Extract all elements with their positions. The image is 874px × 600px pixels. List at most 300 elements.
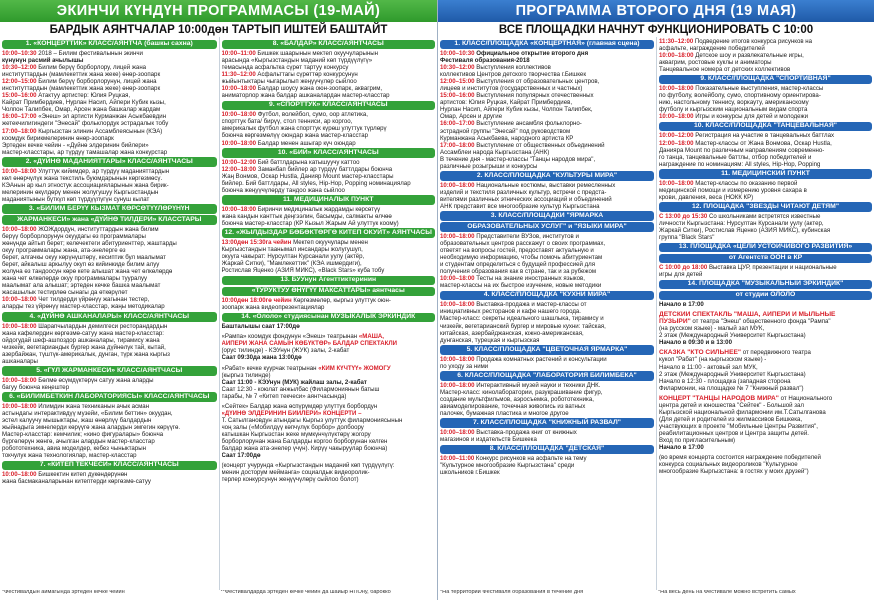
line-text: Вход по пригласительным)	[659, 436, 736, 444]
schedule-line	[440, 436, 654, 443]
line-text: Данияра Mount по различным направлениям современно-	[659, 146, 825, 154]
schedule-line	[659, 423, 872, 430]
line-text: Жаркай Ситки), "Мамлекеттик" (КЭА ишмердиги),	[221, 260, 362, 268]
kyrgyz-column-2	[219, 37, 438, 590]
line-text: Жаркай Ситки), Ростислав Яценко (АЗИЯ МИКС), кубинская	[659, 226, 831, 234]
schedule-line	[2, 410, 217, 417]
schedule-line	[440, 337, 654, 344]
schedule-line	[659, 161, 872, 168]
schedule-line	[2, 351, 217, 358]
line-text: Мастер-класс: кинолаборатории, разукрашивание фигур,	[440, 388, 603, 396]
line-text: Продажа комнатных растений и консультации	[476, 355, 607, 363]
schedule-line	[222, 365, 436, 372]
line-text: (орус тилинде) - КЭУнун (ЖУК) залы, 2-кабат	[221, 347, 350, 355]
schedule-line	[440, 113, 654, 120]
line-text: инициативных ресторанов и кафе нашего города.	[440, 308, 581, 316]
russian-footnote-a: *На территории Фестиваля образования в течение дня	[440, 590, 584, 595]
schedule-line	[222, 125, 436, 132]
line-text: Детское шоу и развлекательные игры,	[695, 52, 804, 60]
line-text: боюнча көргөзмөлүү оюндар жана мастер-класстар	[221, 132, 369, 140]
schedule-line	[222, 417, 436, 424]
line-text: В течение дня - мастер-классы "Танцы народов мира",	[440, 155, 596, 163]
schedule-line	[2, 337, 217, 344]
schedule-line	[659, 468, 872, 475]
schedule-line	[222, 159, 436, 166]
line-text: чоң залы («Мобилдүү көпчүлүк борбор» долбоору	[221, 423, 364, 431]
line-text: Атактуу артистер: Юлия Руцкая,	[38, 92, 131, 100]
time-label: 10:00–12:00	[221, 158, 258, 166]
line-text: медицинской помощи и измерению уровня сахара в	[659, 186, 807, 194]
line-text: Балдар шоусу жана оюн-зоопарк, аквагрим,	[257, 85, 383, 93]
schedule-line	[659, 454, 872, 461]
line-text: вителями различных этнических ассоциаций и объединений	[440, 195, 612, 203]
section-header: 3. «БИЛИМ БЕРҮҮ КЫЗМАТ КӨРСӨТҮҮЛӨРҮНҮН	[2, 204, 217, 214]
schedule-line	[440, 196, 654, 203]
time-label: 10:00–18:00	[440, 301, 477, 309]
schedule-line	[2, 113, 217, 120]
schedule-line	[659, 430, 872, 437]
section-header: 9. «СПОРТТУК» КЛАСС/АЯНТЧАСЫ	[222, 101, 436, 111]
line-text: боюнча мастер-класстар (КР Кызыл Жарым Ай улуттук коому)	[221, 219, 399, 227]
line-text: ойдогудай шеф-ашпоздор ашканалары, тирамису жана	[2, 336, 160, 344]
schedule-line	[659, 52, 872, 59]
schedule-line	[2, 233, 217, 240]
russian-program-panel	[437, 0, 874, 600]
schedule-line	[659, 85, 872, 92]
schedule-line	[440, 403, 654, 410]
schedule-line	[659, 154, 872, 161]
time-label: 10:00–18:00	[440, 355, 477, 363]
schedule-line	[2, 240, 217, 247]
line-text: Мастер-класстар: кемчилик; «кино фигуралары» боюнча	[2, 431, 164, 439]
section-header: 2. «ДҮЙНӨ МАДАНИЯТТАРЫ» КЛАСС/АЯНТЧАСЫ	[2, 157, 217, 167]
line-text: Выступления коллективов	[476, 64, 551, 72]
schedule-line	[2, 175, 217, 182]
time-label: 11:30–12:00	[659, 38, 695, 45]
line-text: Мастер-классы от Жана Вонмова, Оскар Hustla,	[695, 139, 832, 147]
line-text: по футболу, волейболу, сумо, спортивному ориентирова-	[659, 92, 821, 100]
time-label: 15:00–16:00	[2, 92, 39, 100]
schedule-line	[440, 85, 654, 92]
schedule-line	[659, 301, 872, 308]
line-text: по уходу за ними	[440, 362, 489, 370]
schedule-line	[2, 168, 217, 175]
line-text: кукол "Рабат" (на кыргызском языке) -	[659, 356, 767, 364]
schedule-line	[440, 462, 654, 469]
schedule-line	[222, 173, 436, 180]
schedule-line	[659, 378, 872, 385]
line-text: берет, алгачкы окуу көрүнүштөрү, кесиптик бул маалымат	[2, 254, 166, 262]
line-text: бийлер. Бий баттлдары, All styles, Hip-Hop, Popping номинациялар	[221, 179, 411, 187]
time-label: 10:30–12:00	[440, 64, 477, 72]
schedule-line	[440, 389, 654, 396]
line-text: магазинов и издательств Бишкека	[440, 436, 537, 444]
section-header: 10. КЛАСС/ПЛОЩАДКА "ТАНЦЕВАЛЬНАЯ"	[659, 122, 872, 132]
russian-column-1	[438, 37, 656, 590]
kyrgyz-footnotes	[0, 590, 437, 600]
line-text: темасында асфальтка сүрөт тартуу конкурсу	[221, 64, 349, 72]
kyrgyz-column-1	[0, 37, 219, 590]
line-text: ЖОЖдордун, институттардын жана билим	[38, 225, 159, 233]
schedule-line	[222, 462, 436, 469]
schedule-line	[222, 438, 436, 445]
time-label: С 13:00 до 15:30	[659, 212, 709, 220]
line-text: крови, давления, веса (НОКК КР)	[659, 193, 754, 201]
schedule-line	[2, 85, 217, 92]
line-text: «Рампа» коомдук фондунун «Энеш» театрынан	[221, 333, 358, 341]
schedule-line	[222, 424, 436, 431]
time-label: 10:00–18:00	[221, 139, 258, 147]
schedule-line	[2, 403, 217, 410]
line-text: «Энеш» эл артисти Курманжан Асыкбаевдин	[38, 113, 167, 121]
schedule-line	[659, 325, 872, 332]
schedule-line	[659, 234, 872, 241]
schedule-line	[440, 71, 654, 78]
line-text: маалымат ала алышат; эртеден кечке башка маалымат	[2, 282, 161, 290]
schedule-line	[2, 99, 217, 106]
line-text: боюнча жеңүүчүлөрдү тандоо жана сыйлоо	[221, 186, 345, 194]
line-text: зоопарк жана видеопрезентациялар	[221, 304, 325, 312]
line-text: жетекчилигиндеги "Энесай" фольклордук эстрадалык тобу	[2, 120, 169, 128]
line-text: жыйынтыктары чыгарылып жеңүүчүлөр сыйлоо	[221, 78, 357, 86]
line-text: Курманжана Асыкбаева, народного артиста КР	[440, 134, 574, 142]
time-label: 10:00–18:00	[221, 85, 258, 93]
line-text: Биринчи медициналык жардамды көрсөтүү	[257, 205, 381, 213]
section-header: 11. МЕДИЦИНСКИЙ ПУНКТ	[659, 169, 872, 179]
line-text: Заманбап бийлер ар түрдүү баттлдары боюнча	[257, 165, 393, 173]
time-label: 10:00–18:00	[221, 111, 258, 119]
russian-footnotes	[438, 590, 874, 600]
section-header: ЖАРМАНКЕСИ» жана «ДҮЙНӨ ТИЛДЕРИ» КЛАССТАРЫ	[2, 215, 217, 225]
schedule-line	[659, 356, 872, 363]
schedule-line	[659, 385, 872, 392]
line-text: (на русском языке) - малый зал МУК,	[659, 325, 765, 333]
time-label: 10:00–18:00	[659, 179, 696, 187]
schedule-line	[222, 71, 436, 78]
schedule-line	[440, 282, 654, 289]
schedule-line	[2, 358, 217, 365]
schedule-line	[440, 142, 654, 149]
line-text: школьников г.Бишкек	[440, 469, 500, 477]
schedule-line	[440, 261, 654, 268]
line-text: Тесты на знание иностранных языков,	[476, 275, 585, 283]
time-label: 15:00–16:00	[440, 92, 477, 100]
line-text: арасында «Кыргызстандын маданий көп түрдүүлүгү»	[221, 57, 373, 65]
time-label: 10:00–10:30	[2, 50, 39, 57]
line-text: Саат 11:00 - КЭУнун (МУК) жайлаш залы, 2-кабат	[221, 378, 367, 386]
section-header: 12. «ЖЫЛДЫЗДАР БӨБӨКТӨРГӨ КИТЕП ОКУЙТ» АЯНТЧАСЫ	[222, 228, 436, 238]
line-text: Подведение итогов конкурса рисунков на	[694, 38, 813, 45]
time-label: 10:00–18:00	[2, 296, 39, 304]
section-header: 10. «БИЙ» КЛАСС/АЯНТЧАСЫ	[222, 148, 436, 158]
schedule-line	[440, 64, 654, 71]
time-label: 10:00–11:00	[440, 455, 476, 463]
section-header: 6. КЛАСС/ПЛОЩАДКА "ЛАБОРАТОРИЯ БИЛИМБЕКА"	[440, 371, 654, 381]
schedule-line	[222, 452, 436, 459]
line-text: маданиятынын бүткүл көп түрдүүлүгүн сунуш кылат	[2, 195, 150, 203]
time-label: 11:30–12:00	[221, 71, 258, 79]
line-text: менин досторум мейманга» социалдык видеоролик-	[221, 469, 370, 477]
line-text: игры для детей	[659, 271, 703, 279]
schedule-line	[2, 78, 217, 85]
line-text: Ростислав Яценко (АЗИЯ МИКС), «Black Stars» куба тобу	[221, 267, 385, 275]
line-text: Илимдин жана техниканын ачык асман	[38, 402, 150, 410]
schedule-line	[659, 395, 872, 402]
kyrgyz-footnote-a: *Фестивалдын аймагында эртеден кечке чейин	[2, 590, 125, 595]
schedule-line	[222, 297, 436, 304]
line-text: СКАЗКА "КТО СИЛЬНЕЕ"	[659, 349, 741, 357]
line-text: конкурса социальных видеороликов "Культурное	[659, 461, 798, 469]
schedule-line	[222, 220, 436, 227]
time-label: 16:00–17:00	[440, 120, 477, 128]
time-label: 17:00–18:00	[2, 127, 39, 135]
line-text: «Сейтек» Балдар жана өспүрүмдөр улуттук борбордун	[221, 402, 378, 410]
schedule-line	[2, 106, 217, 113]
line-text: окуу программалары жана, ата-энелерге өз	[2, 247, 126, 255]
line-text: жасашылык тестирлөө сынагы да өткөрүлөт	[2, 289, 128, 297]
schedule-line	[2, 424, 217, 431]
schedule-line	[659, 213, 872, 220]
line-text: Начало в 17:00	[659, 444, 704, 452]
line-text: Т. Сатылгановдун атындагы Кыргыз улуттук филармониясынын	[221, 416, 403, 424]
schedule-line	[440, 330, 654, 337]
time-label: 10:00–12:00	[659, 132, 696, 140]
schedule-line	[2, 247, 217, 254]
schedule-line	[659, 147, 872, 154]
section-header: 2. КЛАСС/ПЛОЩАДКА "КУЛЬТУРЫ МИРА"	[440, 171, 654, 181]
schedule-line	[659, 444, 872, 451]
section-header: 13. ПЛОЩАДКА «ЦЕЛИ УСТОЙЧИВОГО РАЗВИТИЯ»	[659, 243, 872, 253]
line-text: Выступление ансамбля фольклорно-	[476, 120, 582, 128]
line-text: АЙПЕРИ ЖАНА САМЫН КӨБҮКТӨР» БАЛДАР СПЕКТАКЛИ	[221, 340, 397, 348]
line-text: эстел калуучу мышыктары, жаш өнөрлүү балдардын	[2, 416, 152, 424]
line-text: «ДҮЙНӨ ЭЛДЕРИНИН БИЙЛЕРИ» КОНЦЕРТИ –	[221, 409, 362, 417]
schedule-line	[440, 92, 654, 99]
line-text: футболу и кыргызским национальным видам спорта	[659, 106, 808, 114]
schedule-line	[222, 253, 436, 260]
schedule-line	[2, 471, 217, 478]
line-text: Жаң Вонмов, Оскар Hustla, Данияр Mount мастер-класстары	[221, 172, 394, 180]
time-label: 10:00–18:00	[659, 113, 696, 121]
russian-column-2	[656, 37, 874, 590]
line-text: коомдук бирикмелеринин өнөр-зоопарк	[2, 134, 114, 142]
schedule-line	[222, 431, 436, 438]
schedule-line	[2, 189, 217, 196]
schedule-line	[440, 135, 654, 142]
time-label: 12:00–18:00	[659, 139, 696, 147]
schedule-line	[440, 429, 654, 436]
schedule-line	[222, 476, 436, 483]
line-text: палочек, бумажная пластика и многое другое	[440, 409, 569, 417]
line-text: многообразие Кыргызстана: в гостях у моих друзей")	[659, 468, 809, 476]
schedule-line	[2, 128, 217, 135]
schedule-line	[440, 128, 654, 135]
schedule-line	[440, 57, 654, 64]
kyrgyz-subtitle: БАРДЫК АЯНТЧАЛАР 10:00дөн ТАРТЫП ИШТЕЙ БАШТАЙТ	[49, 23, 388, 36]
russian-footnote-b: *На весь день на Фестивале можно встретить самых	[658, 590, 796, 595]
line-text: Билим берүү борборлору, лицей жана	[38, 64, 147, 72]
section-header: 9. КЛАСС/ПЛОЩАДКА "СПОРТИВНАЯ"	[659, 75, 872, 85]
line-text: ПУЗЫРИ"	[659, 318, 691, 326]
time-label: 12:00–15:00	[2, 78, 39, 86]
schedule-line	[2, 323, 217, 330]
line-text: Филармонии, на площадке № 7 "Книжный развал")	[659, 384, 804, 392]
line-text: америкалык футбол жана спорттук күрөш улуттук түрлөрү	[221, 125, 387, 133]
line-text: чизкейк, вегетарианский бургер и мировые кухни: тайская,	[440, 322, 606, 330]
schedule-line	[659, 364, 872, 371]
line-text: жана чет өлкөлөрдө окуу программалары тууралуу	[2, 275, 148, 283]
time-label: 10:00–18:00	[2, 402, 39, 410]
line-text: Выступление от общественных объединений	[476, 141, 605, 149]
time-label: 10:00–18:00	[2, 471, 39, 479]
line-text: 2018 – Билим фестивалынын экинчи	[38, 50, 143, 57]
time-label: 10:00–18:00	[659, 85, 696, 93]
section-header: 4. «ДҮЙНӨ АШКАНАЛАРЫ» КЛАСС/АЯНТЧАСЫ	[2, 312, 217, 322]
schedule-line	[2, 445, 217, 452]
line-text: получения образования как в стране, так и за рубежом	[440, 268, 597, 276]
line-text: асфальте, награждение победителей	[659, 45, 765, 53]
section-header: 3. КЛАСС/ПЛОЩАДКИ "ЯРМАРКА	[440, 211, 654, 221]
line-text: Выставка-продажа книг от книжных	[476, 428, 577, 436]
schedule-line	[2, 289, 217, 296]
section-header: 5. «ГҮЛ ЖАРМАНКЕСИ» КЛАСС/АЯНТЧАСЫ	[2, 366, 217, 376]
section-header: 8. КЛАСС/ПЛОЩАДКА "ДЕТСКАЯ"	[440, 445, 654, 455]
schedule-line	[222, 445, 436, 452]
line-text: Асфальттагы сүрөттөр конкурсунун	[257, 71, 358, 79]
line-text: Билим берүү борборлорунун, лицей жана	[38, 78, 157, 86]
line-tail: «КИМ КҮЧТҮҮ» ЖОМОГУ	[316, 364, 391, 372]
schedule-line	[222, 333, 436, 340]
schedule-line	[2, 330, 217, 337]
schedule-line	[2, 282, 217, 289]
line-text: Выставка ЦУР, презентации и национальные	[708, 264, 837, 272]
schedule-line	[222, 347, 436, 354]
schedule-line	[222, 206, 436, 213]
schedule-line	[222, 260, 436, 267]
schedule-line	[659, 271, 872, 278]
schedule-line	[659, 264, 872, 271]
line-text: 2 этаж (Международный Университет Кыргызстана)	[659, 370, 806, 378]
line-text: азербайжан, түштүк-америкалык, дунган, түрк жана кыргыз	[2, 350, 170, 358]
line-text: авиамоделирование, точечная живопись из ватных	[440, 402, 586, 410]
schedule-line	[2, 71, 217, 78]
schedule-line	[440, 163, 654, 170]
schedule-line	[659, 194, 872, 201]
schedule-line	[222, 180, 436, 187]
line-text: багуу боюнча кеңештер	[2, 383, 70, 391]
line-text: Игры и конкурсы для детей и молодежи	[695, 113, 808, 121]
schedule-line	[2, 275, 217, 282]
schedule-line	[222, 57, 436, 64]
line-text: (во время концерта состоится награждение победителей	[659, 454, 821, 462]
schedule-line	[222, 340, 436, 347]
schedule-line	[222, 246, 436, 253]
line-text: и студентам определиться с будущей профессией для	[440, 261, 596, 269]
line-text: реабилитационных центров и Центра защиты детей.	[659, 429, 809, 437]
schedule-line	[659, 38, 872, 45]
line-text: жана кандын канттык деңгээлин, басымды, салмакты өлчөө	[221, 212, 392, 220]
line-text: катышкан Кыргызстан жеке мүмкүнчүлүктөрү жогору	[221, 430, 371, 438]
line-text: ответят на вопросы гостей, предоставят актуальную и	[440, 247, 594, 255]
line-text: Саат 09:30да жана 13:00дө	[221, 354, 302, 362]
schedule-line	[2, 431, 217, 438]
schedule-line	[2, 452, 217, 459]
line-text: изделий и текстиля различных культур, встречи с предста-	[440, 188, 607, 196]
line-text: КЭАнын ар кыл этностук ассоциацияларынын жана бирик-	[2, 181, 169, 189]
section-header: 13. БУУнун Агенттиктеринин	[222, 276, 436, 286]
schedule-line	[2, 261, 217, 268]
schedule-line	[440, 455, 654, 462]
line-text: чизкейк, вегетариандык бургер жана дүйнөлүк тай, кытай,	[2, 343, 166, 351]
schedule-line	[440, 99, 654, 106]
schedule-line	[222, 393, 436, 400]
schedule-line	[659, 402, 872, 409]
line-text: күнүнүн расмий ачылышы	[2, 57, 84, 65]
schedule-line	[659, 416, 872, 423]
line-text: Көргөзмөлөр, кыргыз улуттук оюн-	[293, 297, 391, 305]
line-text: Улуттук кийимдер, ар түрдүү маданияттардын	[38, 167, 170, 175]
line-text: Ассамблеи народа Кыргызстана (АНК)	[440, 148, 550, 156]
line-text: токчулук жана технологиялар, мастер-класстар	[2, 452, 137, 460]
line-text: борборлорунан жана Балдарды коргоо борборунан келген	[221, 437, 388, 445]
schedule-line	[2, 254, 217, 261]
section-header: 6. «БИЛИМБЕТКИН ЛАБОРАТОРИЯСЫ» КЛАСС/АЯНТЧАСЫ	[2, 392, 217, 402]
line-text: Конкурс рисунков на асфальте на тему	[475, 455, 587, 463]
schedule-line	[2, 196, 217, 203]
line-text: Регистрация на участие в танцевальных баттлах	[695, 132, 834, 140]
line-text: награждение по номинациям: All styles, Hip-Hop, Popping	[659, 160, 821, 168]
line-tail: от Национального	[778, 394, 833, 402]
schedule-line	[2, 149, 217, 156]
schedule-line	[440, 78, 654, 85]
schedule-line	[222, 50, 436, 57]
schedule-line	[440, 268, 654, 275]
line-text: жана кафелердин көргөзмө-сатуу жана мастер-класстар:	[2, 329, 164, 337]
schedule-line	[440, 469, 654, 476]
line-tail: от передвижного театра	[741, 349, 811, 357]
schedule-line	[222, 410, 436, 417]
schedule-line	[2, 344, 217, 351]
schedule-line	[440, 396, 654, 403]
schedule-line	[222, 239, 436, 246]
schedule-line	[222, 304, 436, 311]
schedule-line	[440, 382, 654, 389]
time-label: 10:00–11:00	[221, 50, 258, 57]
line-text: Футбол, волейбол, сумо, оор атлетика,	[257, 111, 368, 119]
kyrgyz-day-title: ЭКИНЧИ КҮНДҮН ПРОГРАММАСЫ (19-МАЙ)	[0, 0, 437, 22]
schedule-line	[222, 140, 436, 147]
line-text: Омар, Арсен и другие	[440, 113, 503, 121]
schedule-line	[222, 372, 436, 379]
line-text: КОНЦЕРТ "ТАНЦЫ НАРОДОВ МИРА"	[659, 394, 779, 402]
time-label: 10:00–10:30	[440, 50, 477, 57]
time-label: 10:00–18:00	[659, 52, 696, 60]
section-header: 1. «КОНЦЕРТТИК» КЛАСС/АЯНТЧА (башкы сахна)	[2, 40, 217, 50]
line-text: Кыргызстандын таанымал инсандары жолугушуп,	[221, 245, 363, 253]
time-label: 10:00–18:00	[440, 275, 477, 283]
line-text: жолуна өз тандоосун көрө кете алышат жана чет өлкөлөрдө	[2, 268, 173, 276]
line-text: Чет тилдерди үйрөнүү жагынан тестер,	[38, 296, 150, 304]
schedule-line	[222, 132, 436, 139]
line-text: Чолпон Талипбек, Омар, Арсен жана башкалар жардам	[2, 106, 161, 114]
line-text: (Для детей и родителей из жилмассивов Бишкека,	[659, 415, 803, 423]
line-text: «Рабат» кечке куурчак театрынан	[221, 364, 317, 372]
section-header: 5. КЛАСС/ПЛОЩАДКА "ЦВЕТОЧНАЯ ЯРМАРКА"	[440, 345, 654, 355]
line-tail: от театра "Энеш" общественного фонда "Рампа"	[690, 318, 831, 326]
schedule-line	[440, 189, 654, 196]
line-text: Выступления популярных отечественных	[476, 92, 594, 100]
section-header: 8. «БАЛДАР» КЛАСС/АЯНТЧАСЫ	[222, 40, 436, 50]
